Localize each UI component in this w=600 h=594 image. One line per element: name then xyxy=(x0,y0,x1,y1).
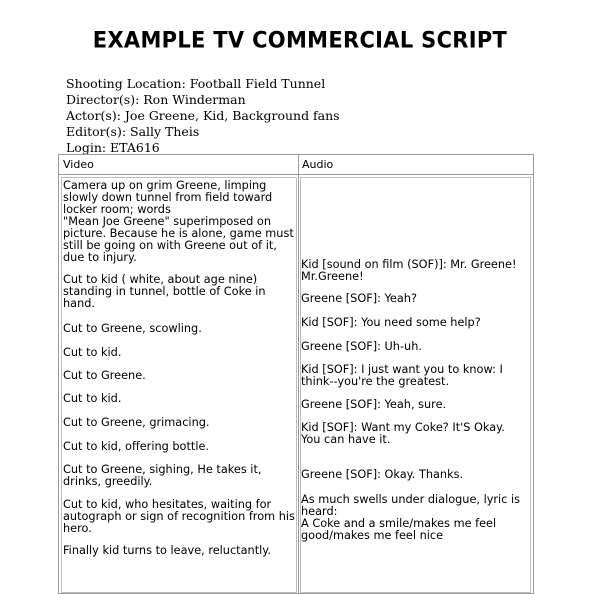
video-direction-line: drinks, greedily. xyxy=(63,475,153,488)
audio-dialogue-line: think--you're the greatest. xyxy=(301,375,450,388)
video-direction-line: locker room; words xyxy=(63,203,171,216)
audio-dialogue xyxy=(301,341,422,353)
video-direction-line: hand. xyxy=(63,297,96,310)
video-direction-line: Cut to kid. xyxy=(63,346,122,359)
column-divider xyxy=(298,155,299,593)
editors: Editor(s): Sally Theis xyxy=(66,124,200,139)
video-direction-line: slowly down tunnel from field toward xyxy=(63,191,273,204)
video-direction xyxy=(63,274,266,310)
video-direction-line: "Mean Joe Greene" superimposed on xyxy=(63,215,272,228)
video-direction xyxy=(63,393,121,405)
audio-dialogue-line: heard: xyxy=(301,505,338,518)
video-direction-line: Cut to Greene, sighing, He takes it, xyxy=(63,463,262,476)
video-direction-line: standing in tunnel, bottle of Coke in xyxy=(63,285,266,298)
audio-dialogue-line: Kid [SOF]: Want my Coke? It'S Okay. xyxy=(301,421,505,434)
audio-dialogue-line: As much swells under dialogue, lyric is xyxy=(301,493,521,506)
video-direction-line: Cut to kid. xyxy=(63,392,122,405)
audio-column-header: Audio xyxy=(302,158,334,171)
directors: Director(s): Ron Winderman xyxy=(66,92,246,107)
audio-dialogue xyxy=(301,293,417,305)
video-direction-line: due to injury. xyxy=(63,251,137,264)
audio-dialogue xyxy=(301,469,463,481)
audio-dialogue-line: You can have it. xyxy=(301,433,391,446)
video-direction xyxy=(63,347,121,359)
audio-dialogue-line: Mr.Greene! xyxy=(301,270,364,283)
video-direction xyxy=(63,370,146,382)
video-direction xyxy=(63,441,209,453)
video-direction-line: Cut to kid, who hesitates, waiting for xyxy=(63,498,272,511)
audio-dialogue xyxy=(301,399,446,411)
video-direction-line: autograph or sign of recognition from his xyxy=(63,510,295,523)
video-direction-line: Cut to kid ( white, about age nine) xyxy=(63,273,258,286)
script-table xyxy=(58,154,534,594)
audio-dialogue-line: Greene [SOF]: Yeah? xyxy=(301,292,417,305)
video-direction xyxy=(63,417,210,429)
video-direction-line: Cut to kid, offering bottle. xyxy=(63,440,210,453)
audio-dialogue-line: good/makes me feel nice xyxy=(301,529,444,542)
audio-dialogue-line: Kid [SOF]: I just want you to know: I xyxy=(301,363,503,376)
script-metadata xyxy=(66,76,340,156)
video-direction-line: still be going on with Greene out of it, xyxy=(63,239,277,252)
actors: Actor(s): Joe Greene, Kid, Background fans xyxy=(66,108,340,123)
audio-dialogue-line: Greene [SOF]: Okay. Thanks. xyxy=(301,468,464,481)
document-title: EXAMPLE TV COMMERCIAL SCRIPT xyxy=(92,27,508,53)
audio-dialogue-line: Greene [SOF]: Yeah, sure. xyxy=(301,398,447,411)
video-direction-line: picture. Because he is alone, game must xyxy=(63,227,294,240)
audio-dialogue xyxy=(301,317,481,329)
video-direction-line: Cut to Greene, scowling. xyxy=(63,322,202,335)
video-direction-line: Camera up on grim Greene, limping xyxy=(63,179,267,192)
video-direction xyxy=(63,499,295,535)
video-direction xyxy=(63,464,261,488)
audio-dialogue xyxy=(301,422,505,446)
audio-dialogue xyxy=(301,494,520,542)
video-direction xyxy=(63,545,271,557)
video-direction-line: Cut to Greene. xyxy=(63,369,146,382)
audio-dialogue-line: A Coke and a smile/makes me feel xyxy=(301,517,497,530)
audio-dialogue-line: Kid [sound on film (SOF)]: Mr. Greene! xyxy=(301,258,517,271)
video-direction xyxy=(63,323,202,335)
video-direction xyxy=(63,180,294,264)
audio-dialogue-line: Kid [SOF]: You need some help? xyxy=(301,316,481,329)
shooting-location: Shooting Location: Football Field Tunnel xyxy=(66,76,326,91)
audio-dialogue xyxy=(301,259,517,283)
login: Login: ETA616____ xyxy=(66,140,185,155)
video-direction-line: Cut to Greene, grimacing. xyxy=(63,416,210,429)
audio-dialogue xyxy=(301,364,503,388)
video-column-header: Video xyxy=(63,158,94,171)
header-divider xyxy=(59,174,533,175)
video-direction-line: Finally kid turns to leave, reluctantly. xyxy=(63,544,271,557)
audio-dialogue-line: Greene [SOF]: Uh-uh. xyxy=(301,340,422,353)
video-direction-line: hero. xyxy=(63,522,92,535)
